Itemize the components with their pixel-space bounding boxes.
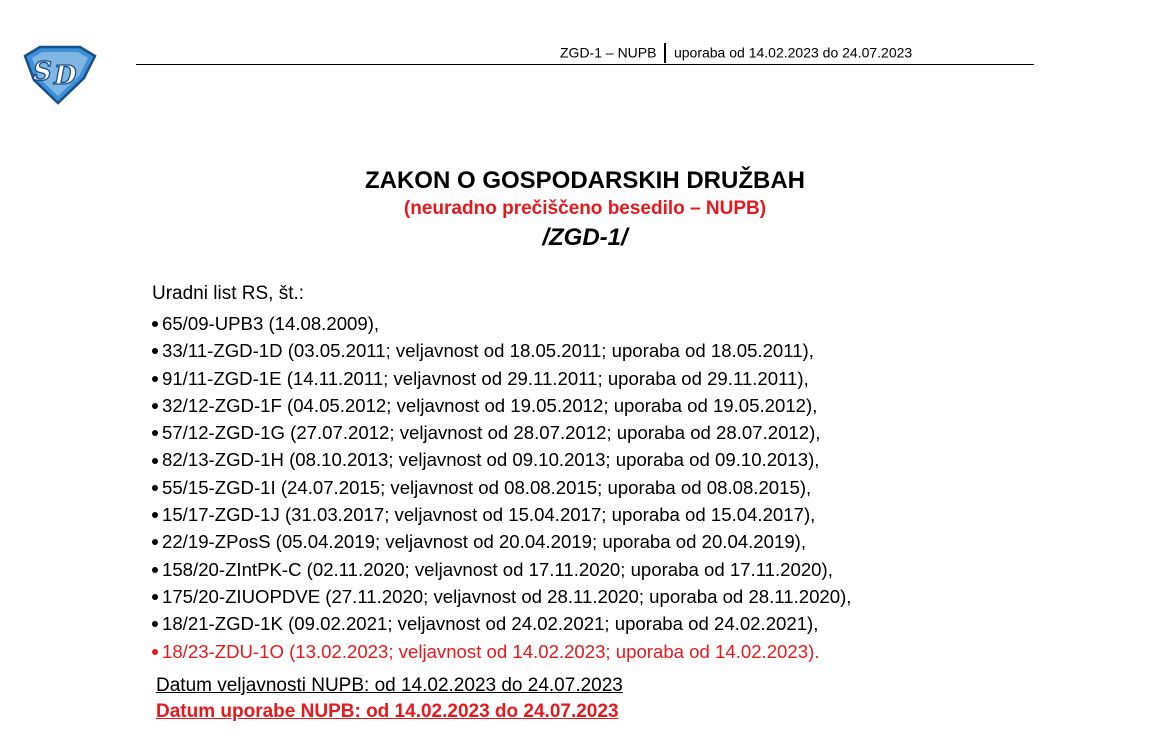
svg-text:D: D bbox=[54, 61, 77, 91]
amendment-text: 15/17-ZGD-1J (31.03.2017; veljavnost od 15.04.2017; uporaba od 15.04.2017), bbox=[162, 504, 816, 526]
list-item bbox=[152, 419, 851, 446]
list-item bbox=[152, 474, 851, 501]
list-item bbox=[152, 446, 851, 473]
validity-date: Datum veljavnosti NUPB: od 14.02.2023 do 24.07.2023 bbox=[156, 675, 623, 696]
bullet-icon bbox=[152, 539, 158, 545]
bullet-icon bbox=[152, 485, 158, 491]
amendment-text: 158/20-ZIntPK-C (02.11.2020; veljavnost od 17.11.2020; uporaba od 17.11.2020), bbox=[162, 558, 833, 580]
amendment-text: 57/12-ZGD-1G (27.07.2012; veljavnost od 28.07.2012; uporaba od 28.07.2012), bbox=[162, 422, 821, 444]
list-item bbox=[152, 528, 851, 555]
gazette-label: Uradni list RS, št.: bbox=[152, 283, 305, 304]
header-separator bbox=[664, 43, 666, 63]
list-item bbox=[152, 638, 851, 665]
bullet-icon bbox=[152, 403, 158, 409]
amendment-text: 33/11-ZGD-1D (03.05.2011; veljavnost od 18.05.2011; uporaba od 18.05.2011), bbox=[162, 340, 814, 362]
list-item bbox=[152, 501, 851, 528]
bullet-icon bbox=[152, 567, 158, 573]
document-title: ZAKON O GOSPODARSKIH DRUŽBAH bbox=[364, 167, 805, 194]
list-item bbox=[152, 610, 851, 637]
bullet-icon bbox=[152, 649, 158, 655]
amendment-text: 82/13-ZGD-1H (08.10.2013; veljavnost od 09.10.2013; uporaba od 09.10.2013), bbox=[162, 449, 820, 471]
amendment-text: 91/11-ZGD-1E (14.11.2011; veljavnost od 29.11.2011; uporaba od 29.11.2011), bbox=[162, 367, 809, 389]
amendment-list bbox=[152, 310, 851, 665]
list-item bbox=[152, 365, 851, 392]
list-item bbox=[152, 337, 851, 364]
sd-shield-logo-icon bbox=[20, 44, 98, 106]
header-code: ZGD-1 – NUPB bbox=[560, 44, 657, 61]
document-subtitle: (neuradno prečiščeno besedilo – NUPB) bbox=[403, 198, 767, 219]
list-item bbox=[152, 583, 851, 610]
list-item bbox=[152, 392, 851, 419]
document-abbreviation: /ZGD-1/ bbox=[542, 224, 628, 251]
list-item bbox=[152, 556, 851, 583]
svg-text:S: S bbox=[33, 57, 52, 87]
amendment-text: 22/19-ZPosS (05.04.2019; veljavnost od 20.04.2019; uporaba od 20.04.2019), bbox=[162, 531, 807, 553]
list-item bbox=[152, 310, 851, 337]
bullet-icon bbox=[152, 621, 158, 627]
bullet-icon bbox=[152, 376, 158, 382]
amendment-text: 175/20-ZIUOPDVE (27.11.2020; veljavnost od 28.11.2020; uporaba od 28.11.2020), bbox=[162, 585, 852, 607]
running-header bbox=[560, 44, 912, 64]
header-rule bbox=[136, 64, 1034, 65]
header-usage: uporaba od 14.02.2023 do 24.07.2023 bbox=[673, 44, 913, 61]
amendment-text: 32/12-ZGD-1F (04.05.2012; veljavnost od 19.05.2012; uporaba od 19.05.2012), bbox=[162, 394, 818, 416]
usage-date: Datum uporabe NUPB: od 14.02.2023 do 24.07.2023 bbox=[156, 701, 619, 722]
amendment-text: 55/15-ZGD-1I (24.07.2015; veljavnost od 08.08.2015; uporaba od 08.08.2015), bbox=[162, 476, 812, 498]
amendment-text: 65/09-UPB3 (14.08.2009), bbox=[162, 313, 380, 334]
bullet-icon bbox=[152, 594, 158, 600]
amendment-text: 18/23-ZDU-1O (13.02.2023; veljavnost od 14.02.2023; uporaba od 14.02.2023). bbox=[162, 640, 820, 662]
bullet-icon bbox=[152, 458, 158, 464]
amendment-text: 18/21-ZGD-1K (09.02.2021; veljavnost od 24.02.2021; uporaba od 24.02.2021), bbox=[162, 613, 819, 635]
bullet-icon bbox=[152, 348, 158, 354]
bullet-icon bbox=[152, 512, 158, 518]
bullet-icon bbox=[152, 430, 158, 436]
bullet-icon bbox=[152, 321, 158, 327]
